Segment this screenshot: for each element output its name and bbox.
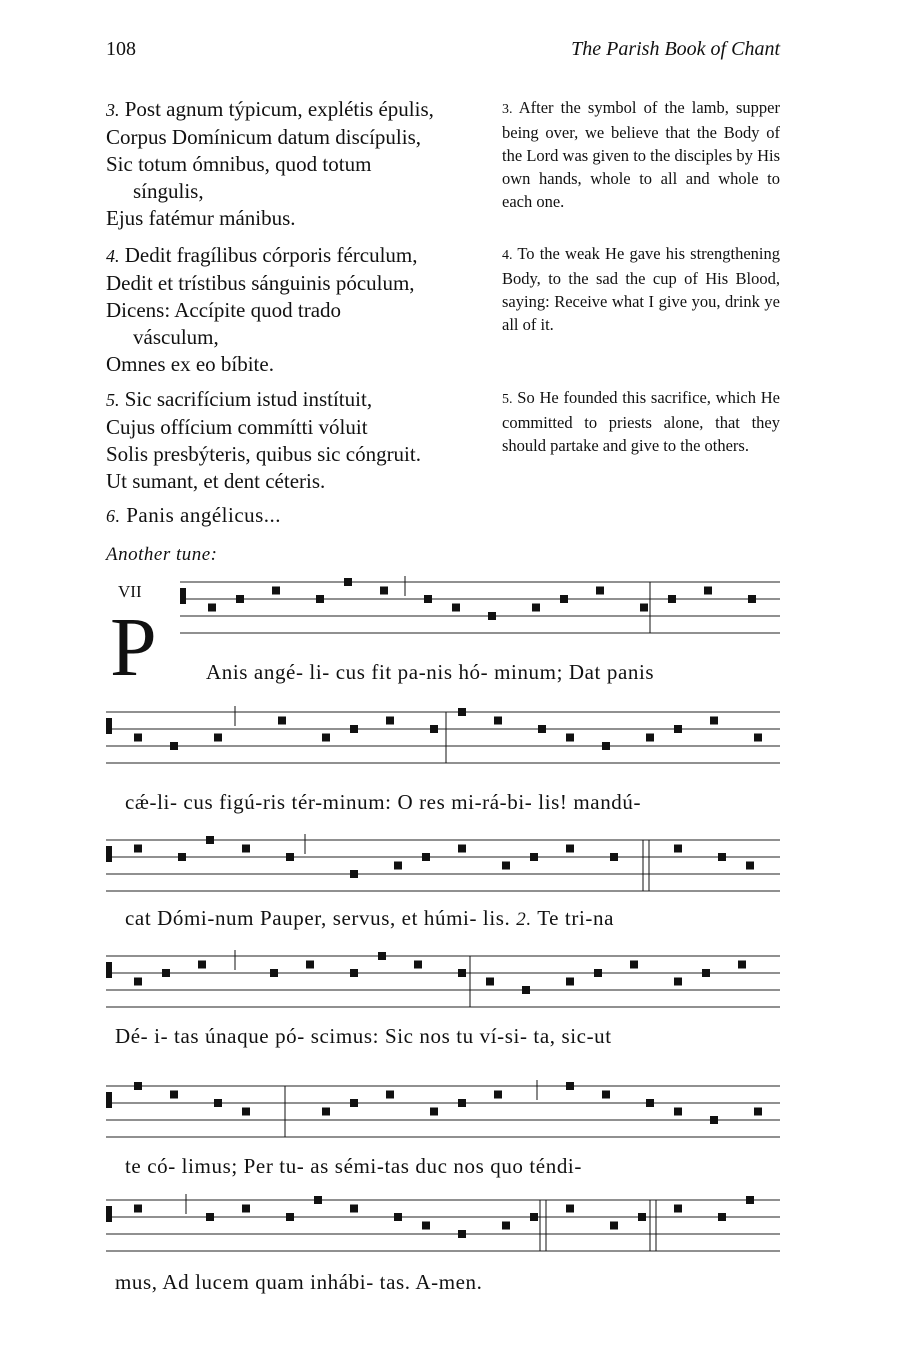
neume (214, 734, 222, 742)
neume (458, 845, 466, 853)
clef (106, 962, 112, 978)
neume (378, 952, 386, 960)
verse-number: 3. (106, 100, 120, 120)
neume (350, 969, 358, 977)
neume (386, 1091, 394, 1099)
neume (566, 734, 574, 742)
verse-line: Omnes ex eo bíbite. (106, 352, 274, 376)
neume (206, 1213, 214, 1221)
neume (754, 1108, 762, 1116)
neume (414, 961, 422, 969)
neume (566, 1205, 574, 1213)
neume (350, 870, 358, 878)
drop-cap-initial: P (110, 601, 157, 694)
verse-number: 2. (516, 909, 532, 930)
neume (674, 1205, 682, 1213)
verse-line: Solis presbýteris, quibus sic cóngruit. (106, 442, 421, 466)
verse-number: 3. (502, 102, 513, 117)
neume (134, 1205, 142, 1213)
lyric-text: cat Dómi-num Pauper, servus, et húmi- lis. (125, 906, 511, 930)
neume (602, 1091, 610, 1099)
neume (674, 845, 682, 853)
neume (178, 853, 186, 861)
neume (286, 853, 294, 861)
neume (350, 1205, 358, 1213)
neume (316, 595, 324, 603)
neume (674, 1108, 682, 1116)
clef (180, 588, 186, 604)
neume (538, 725, 546, 733)
neume (170, 742, 178, 750)
neume (350, 1099, 358, 1107)
verse-line: Ejus fatémur mánibus. (106, 206, 296, 230)
neume (422, 853, 430, 861)
neume (566, 845, 574, 853)
running-head: The Parish Book of Chant (571, 38, 780, 60)
verse-line: Post agnum týpicum, explétis épulis, (124, 97, 434, 121)
neume (646, 734, 654, 742)
mode-label: VII (118, 582, 142, 601)
neume (746, 862, 754, 870)
neume (380, 587, 388, 595)
neume (394, 862, 402, 870)
neume (242, 1205, 250, 1213)
neume (718, 1213, 726, 1221)
neume (242, 845, 250, 853)
neume (494, 717, 502, 725)
translation-text: So He founded this sacrifice, which He committed to priests alone, that they should partake and give to the others. (502, 388, 780, 455)
neume (488, 612, 496, 620)
neume (704, 587, 712, 595)
neume (458, 708, 466, 716)
translation-text: To the weak He gave his strengthening Body, to the sad the cup of His Blood, saying: Receive what I give you, drink ye all of it. (502, 244, 780, 334)
clef (106, 1092, 112, 1108)
verse-number: 4. (106, 246, 120, 266)
neume (640, 604, 648, 612)
lyric-line-1: Anis angé- li- cus fit pa-nis hó- minum; Dat panis (206, 660, 655, 684)
verse-line: Corpus Domínicum datum discípulis, (106, 125, 421, 149)
neume (236, 595, 244, 603)
lyric-line-6: mus, Ad lucem quam inhábi- tas. A-men. (115, 1270, 483, 1294)
neume (610, 853, 618, 861)
neume (430, 1108, 438, 1116)
neume (350, 725, 358, 733)
neume (610, 1222, 618, 1230)
neume (344, 578, 352, 586)
neume (394, 1213, 402, 1221)
neume (306, 961, 314, 969)
neume (430, 725, 438, 733)
another-tune-label: Another tune: (106, 544, 218, 565)
neume (630, 961, 638, 969)
neume (532, 604, 540, 612)
neume (566, 1082, 574, 1090)
neume (214, 1099, 222, 1107)
neume (702, 969, 710, 977)
verse-line: vásculum, (133, 325, 219, 349)
neume (530, 853, 538, 861)
neume (560, 595, 568, 603)
neume (458, 1099, 466, 1107)
neume (452, 604, 460, 612)
neume (314, 1196, 322, 1204)
neume (198, 961, 206, 969)
neume (208, 604, 216, 612)
lyric-line-2: cǽ-li- cus figú-ris tér-minum: O res mi-rá-bi- lis! mandú- (125, 790, 642, 814)
verse-line: Sic totum ómnibus, quod totum (106, 152, 372, 176)
neume (270, 969, 278, 977)
neume (738, 961, 746, 969)
neume (134, 978, 142, 986)
clef (106, 1206, 112, 1222)
neume (674, 978, 682, 986)
neume (486, 978, 494, 986)
lyric-line-5: te có- limus; Per tu- as sémi-tas duc nos quo téndi- (125, 1154, 582, 1178)
neume (134, 734, 142, 742)
verse-line: Panis angélicus... (126, 503, 282, 527)
neume (646, 1099, 654, 1107)
verse-line: Cujus offícium commítti vóluit (106, 415, 368, 439)
verse-line: Sic sacrifícium istud instítuit, (124, 387, 373, 411)
clef (106, 718, 112, 734)
neume (754, 734, 762, 742)
neume (522, 986, 530, 994)
neume (286, 1213, 294, 1221)
neume (206, 836, 214, 844)
verse-number: 5. (106, 390, 120, 410)
neume (746, 1196, 754, 1204)
clef (106, 846, 112, 862)
neume (502, 1222, 510, 1230)
verse-line: Dedit et trístibus sánguinis póculum, (106, 271, 415, 295)
neume (134, 845, 142, 853)
verse-line: Dedit fragílibus córporis férculum, (124, 243, 418, 267)
verse-number: 6. (106, 506, 121, 526)
neume (278, 717, 286, 725)
neume (710, 1116, 718, 1124)
verse-line: síngulis, (133, 179, 204, 203)
neume (458, 1230, 466, 1238)
lyric-line-3 (125, 906, 614, 931)
neume (134, 1082, 142, 1090)
verse-number: 5. (502, 392, 513, 407)
neume (596, 587, 604, 595)
neume (638, 1213, 646, 1221)
neume (322, 1108, 330, 1116)
verse-line: Dicens: Accípite quod trado (106, 298, 342, 322)
neume (386, 717, 394, 725)
neume (272, 587, 280, 595)
neume (242, 1108, 250, 1116)
lyric-line-4: Dé- i- tas únaque pó- scimus: Sic nos tu ví-si- ta, sic-ut (115, 1024, 612, 1048)
neume (602, 742, 610, 750)
neume (458, 969, 466, 977)
lyric-text: Te tri-na (537, 906, 614, 930)
translation-text: After the symbol of the lamb, supper being over, we believe that the Body of the Lord was given to the disciples by His own hands, whole to all and whole to each one. (502, 98, 780, 211)
neume (170, 1091, 178, 1099)
verse-number: 4. (502, 248, 513, 263)
neume (162, 969, 170, 977)
neume (424, 595, 432, 603)
neume (494, 1091, 502, 1099)
neume (594, 969, 602, 977)
neume (674, 725, 682, 733)
page-number: 108 (106, 38, 136, 60)
neume (530, 1213, 538, 1221)
neume (566, 978, 574, 986)
neume (710, 717, 718, 725)
neume (502, 862, 510, 870)
neume (668, 595, 676, 603)
neume (718, 853, 726, 861)
verse-line: Ut sumant, et dent céteris. (106, 469, 326, 493)
neume (422, 1222, 430, 1230)
neume (748, 595, 756, 603)
neume (322, 734, 330, 742)
